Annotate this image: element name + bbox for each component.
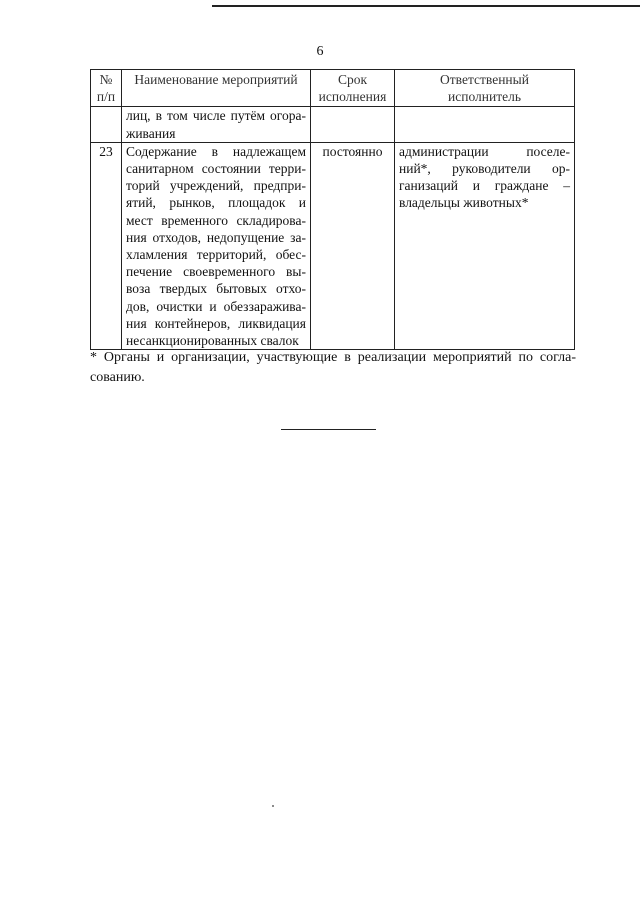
measure-name-line: ния отходов, недопущение за- [126, 229, 306, 245]
header-number-line: п/п [96, 89, 116, 105]
header-number-line: № [99, 72, 113, 87]
top-rule [212, 5, 640, 7]
row-term [311, 107, 395, 142]
scan-speck [272, 805, 274, 807]
row-number [91, 107, 122, 142]
measure-name-line: ятий, рынков, площадок и [126, 195, 306, 211]
measure-name-line: мест временного складирова- [126, 212, 306, 228]
header-term-line: Срок [337, 72, 368, 87]
responsible-line: администрации поселе- [399, 143, 570, 159]
header-name-line: Наименование мероприятий [134, 72, 298, 87]
responsible-line: ганизаций и граждане – [399, 178, 570, 194]
header-term [311, 70, 395, 107]
header-term-line: исполнения [318, 89, 387, 105]
measure-name-line: дов, очистки и обеззаражива- [126, 298, 306, 314]
end-rule [281, 429, 376, 430]
measure-name-line: Содержание в надлежащем [126, 143, 306, 159]
measure-name-line: воза твердых бытовых отхо- [126, 281, 306, 297]
measure-name-line: хламления территорий, обес- [126, 247, 306, 263]
header-responsible-line: исполнитель [448, 89, 521, 105]
row-number: 23 [91, 142, 122, 349]
table-header-row [91, 70, 575, 107]
measure-name-line: торий учреждений, предпри- [126, 178, 306, 194]
page-number: 6 [316, 44, 324, 59]
header-responsible [395, 70, 575, 107]
measure-name-line: живания [126, 125, 176, 141]
responsible-line: владельцы животных* [399, 195, 529, 211]
measure-name-line: печение своевременного вы- [126, 264, 306, 280]
header-responsible-line: Ответственный [440, 72, 529, 87]
row-term: постоянно [311, 142, 395, 349]
row-measure-name [122, 142, 311, 349]
row-measure-name [122, 107, 311, 142]
row-responsible [395, 142, 575, 349]
measure-name-line: несанкционированных свалок [126, 333, 299, 349]
header-name [122, 70, 311, 107]
footnote-line: сованию. [90, 370, 145, 385]
measure-name-line: лиц, в том числе путём огора- [126, 108, 306, 124]
table-row [91, 142, 575, 349]
measure-name-line: ния контейнеров, ликвидация [126, 315, 306, 331]
footnote-line: * Органы и организации, участвующие в реализации мероприятий по согла- [90, 350, 576, 365]
measure-name-line: санитарном состоянии терри- [126, 161, 306, 177]
footnote [90, 348, 576, 388]
table-row [91, 107, 575, 142]
header-number [91, 70, 122, 107]
row-responsible [395, 107, 575, 142]
responsible-line: ний*, руководители ор- [399, 161, 570, 177]
measures-table [90, 69, 575, 350]
